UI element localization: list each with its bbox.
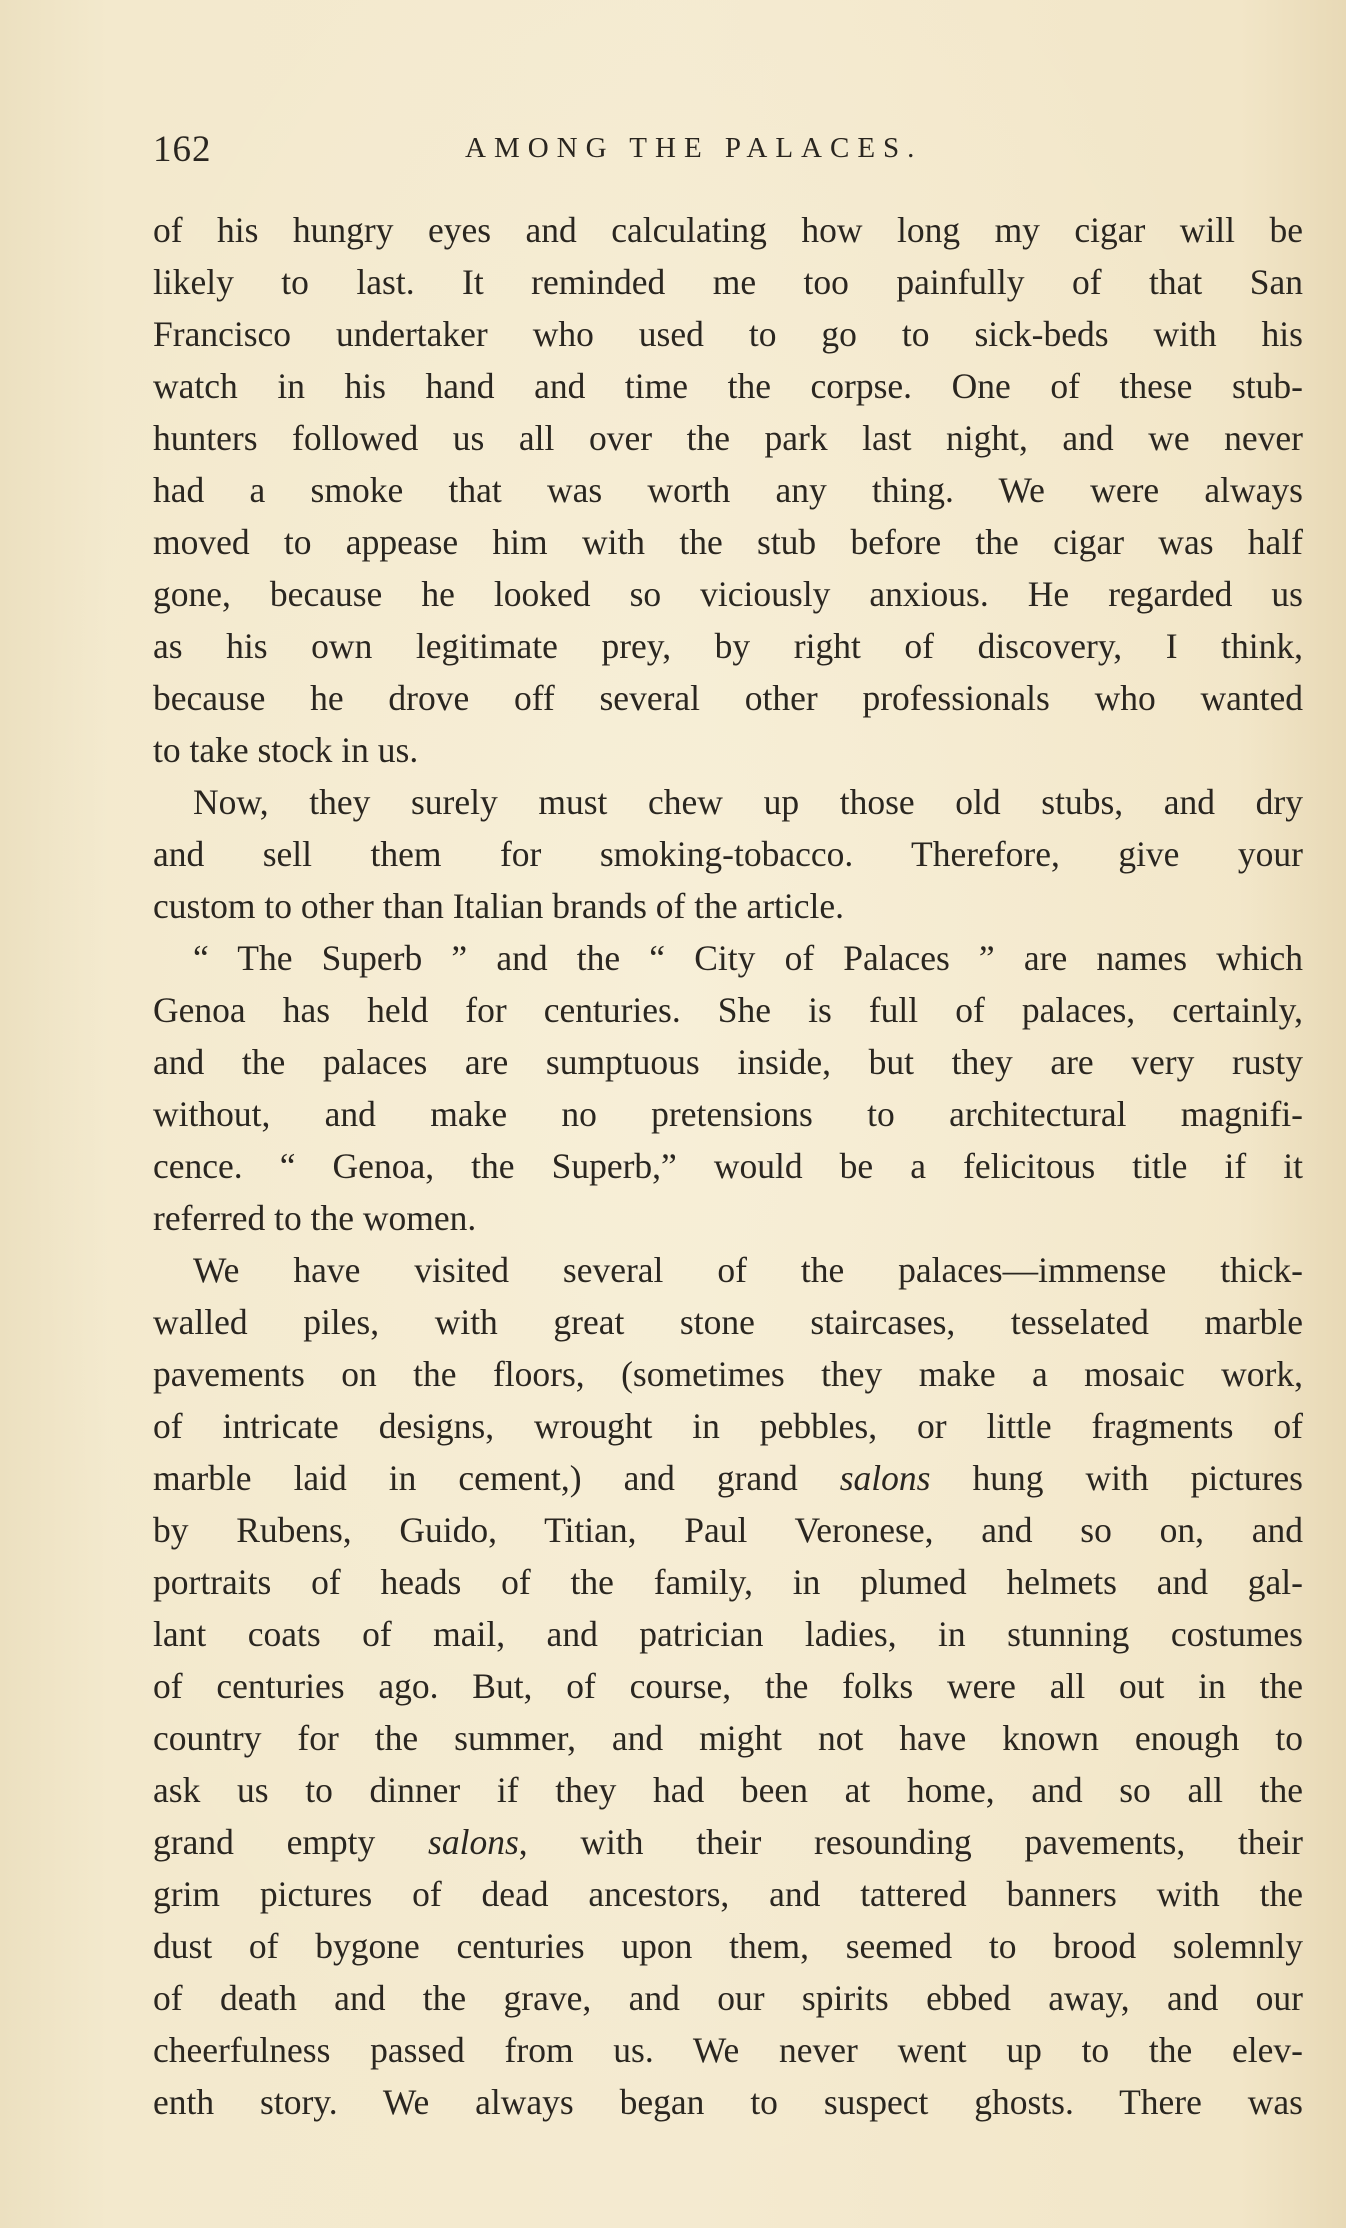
text-line: Genoa has held for centuries. She is full of palaces, certainly, — [153, 990, 1303, 1030]
text-line: custom to other than Italian brands of the article. — [153, 886, 845, 926]
text-line: walled piles, with great stone staircases, tesselated marble — [153, 1302, 1303, 1342]
text-line: grand empty salons, with their resounding pavements, their — [153, 1822, 1303, 1862]
running-head: AMONG THE PALACES. — [465, 132, 923, 164]
text-line: pavements on the floors, (sometimes they make a mosaic work, — [153, 1354, 1303, 1394]
text-line: to take stock in us. — [153, 730, 419, 770]
text-line: ask us to dinner if they had been at home, and so all the — [153, 1770, 1303, 1810]
italic-word: salons — [428, 1822, 519, 1862]
text-line: of his hungry eyes and calculating how long my cigar will be — [153, 210, 1303, 250]
text-line: marble laid in cement,) and grand salons hung with pictures — [153, 1458, 1303, 1498]
text-line: country for the summer, and might not have known enough to — [153, 1718, 1303, 1758]
text-line: moved to appease him with the stub before the cigar was half — [153, 522, 1303, 562]
text-line: and sell them for smoking-tobacco. Therefore, give your — [153, 834, 1303, 874]
text-line: because he drove off several other professionals who wanted — [153, 678, 1303, 718]
text-line: of centuries ago. But, of course, the folks were all out in the — [153, 1666, 1303, 1706]
text-line: cheerfulness passed from us. We never went up to the elev- — [153, 2030, 1303, 2070]
text-line: portraits of heads of the family, in plumed helmets and gal- — [153, 1562, 1303, 1602]
text-line: by Rubens, Guido, Titian, Paul Veronese, and so on, and — [153, 1510, 1303, 1550]
text-line: as his own legitimate prey, by right of discovery, I think, — [153, 626, 1303, 666]
text-line: and the palaces are sumptuous inside, but they are very rusty — [153, 1042, 1303, 1082]
text-line: enth story. We always began to suspect ghosts. There was — [153, 2082, 1303, 2122]
page-header — [153, 128, 1303, 178]
body-text — [153, 204, 1303, 2128]
page-number: 162 — [153, 129, 212, 170]
text-line: referred to the women. — [153, 1198, 477, 1238]
text-line: gone, because he looked so viciously anxious. He regarded us — [153, 574, 1303, 614]
paragraph-start-line: We have visited several of the palaces—immense thick- — [193, 1250, 1303, 1290]
text-line: watch in his hand and time the corpse. One of these stub- — [153, 366, 1303, 406]
text-line: hunters followed us all over the park last night, and we never — [153, 418, 1303, 458]
text-line: Francisco undertaker who used to go to sick-beds with his — [153, 314, 1303, 354]
text-line: dust of bygone centuries upon them, seemed to brood solemnly — [153, 1926, 1303, 1966]
paragraph-start-line: “ The Superb ” and the “ City of Palaces ” are names which — [193, 938, 1303, 978]
text-line: likely to last. It reminded me too painfully of that San — [153, 262, 1303, 302]
text-line: lant coats of mail, and patrician ladies, in stunning costumes — [153, 1614, 1303, 1654]
text-line: without, and make no pretensions to architectural magnifi- — [153, 1094, 1303, 1134]
italic-word: salons — [839, 1458, 931, 1498]
text-line: of death and the grave, and our spirits ebbed away, and our — [153, 1978, 1303, 2018]
text-line: grim pictures of dead ancestors, and tattered banners with the — [153, 1874, 1303, 1914]
text-line: cence. “ Genoa, the Superb,” would be a felicitous title if it — [153, 1146, 1303, 1186]
paragraph-start-line: Now, they surely must chew up those old stubs, and dry — [193, 782, 1303, 822]
text-line: of intricate designs, wrought in pebbles, or little fragments of — [153, 1406, 1303, 1446]
text-line: had a smoke that was worth any thing. We were always — [153, 470, 1303, 510]
